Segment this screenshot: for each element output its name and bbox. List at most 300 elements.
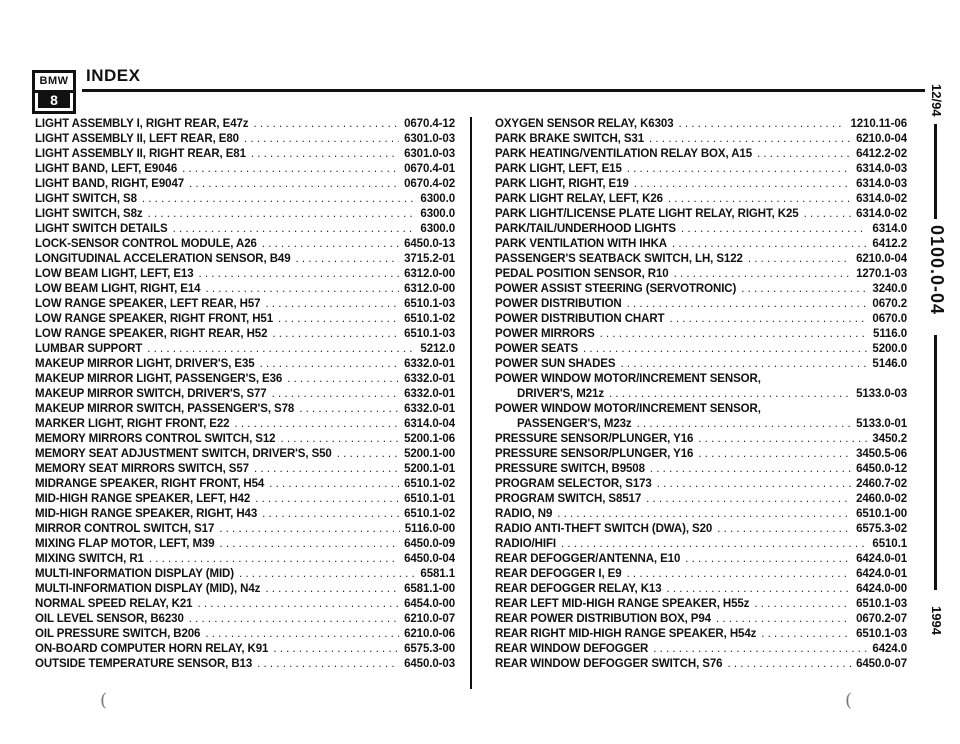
index-entry — [495, 477, 907, 492]
index-entry — [495, 147, 907, 162]
dot-leader — [287, 372, 399, 387]
index-column-left — [35, 117, 455, 672]
index-entry-page-code: 6332.0-01 — [404, 358, 455, 370]
index-entry-label: POWER MIRRORS — [495, 328, 595, 340]
dot-leader — [173, 222, 416, 237]
index-entry-label: MIDRANGE SPEAKER, RIGHT FRONT, H54 — [35, 478, 265, 490]
index-entry-page-code: 6412.2 — [872, 238, 907, 250]
dot-leader — [254, 462, 399, 477]
index-entry-page-code: 6510.1-03 — [856, 598, 907, 610]
index-entry — [495, 612, 907, 627]
index-entry-page-code: 6510.1-02 — [404, 478, 455, 490]
index-entry-page-code: 0670.2-07 — [856, 613, 907, 625]
index-column-right — [495, 117, 907, 672]
index-entry-page-code: 6510.1-00 — [856, 508, 907, 520]
dot-leader — [667, 582, 852, 597]
index-entry-page-code: 3450.2 — [872, 433, 907, 445]
index-entry-page-code: 6581.1 — [420, 568, 455, 580]
index-entry-label: LIGHT SWITCH, S8z — [35, 208, 143, 220]
index-entry-page-code: 5200.1-01 — [404, 463, 455, 475]
dot-leader — [272, 327, 399, 342]
index-entry — [35, 627, 455, 642]
index-entry — [495, 162, 907, 177]
side-date: 12/94 — [929, 84, 944, 117]
index-entry-page-code: 5133.0-01 — [856, 418, 907, 430]
index-entry-page-code: 6332.0-01 — [404, 373, 455, 385]
index-entry — [495, 432, 907, 447]
index-entry-page-code: 5116.0-00 — [404, 523, 455, 535]
dot-leader — [685, 552, 851, 567]
dot-leader — [234, 417, 399, 432]
dot-leader — [637, 417, 852, 432]
side-rule-top — [934, 124, 937, 219]
index-entry-label: REAR DEFOGGER/ANTENNA, E10 — [495, 553, 681, 565]
index-entry — [35, 327, 455, 342]
index-entry — [495, 342, 907, 357]
index-entry-label: MID-HIGH RANGE SPEAKER, LEFT, H42 — [35, 493, 251, 505]
index-entry-label: RADIO/HIFI — [495, 538, 556, 550]
dot-leader — [674, 267, 852, 282]
index-entry-label: PARK LIGHT, RIGHT, E19 — [495, 178, 629, 190]
index-entry — [35, 207, 455, 222]
index-entry — [35, 522, 455, 537]
dot-leader — [239, 567, 415, 582]
index-entry — [495, 357, 907, 372]
index-entry — [495, 117, 907, 132]
index-entry-label: POWER SUN SHADES — [495, 358, 616, 370]
index-entry-page-code: 0670.4-01 — [404, 163, 455, 175]
index-entry-page-code: 6510.1-02 — [404, 508, 455, 520]
index-entry-page-code: 2460.7-02 — [856, 478, 907, 490]
dot-leader — [627, 162, 851, 177]
dot-leader — [262, 237, 399, 252]
index-entry-label: LOCK-SENSOR CONTROL MODULE, A26 — [35, 238, 257, 250]
index-entry-label: PASSENGER'S SEATBACK SWITCH, LH, S122 — [495, 253, 743, 265]
dot-leader — [561, 537, 867, 552]
index-entry-label: REAR POWER DISTRIBUTION BOX, P94 — [495, 613, 711, 625]
dot-leader — [698, 432, 867, 447]
index-entry-label: MARKER LIGHT, RIGHT FRONT, E22 — [35, 418, 230, 430]
index-entry-label: PARK VENTILATION WITH IHKA — [495, 238, 668, 250]
index-entry — [495, 237, 907, 252]
dot-leader — [265, 297, 399, 312]
index-entry-label: OUTSIDE TEMPERATURE SENSOR, B13 — [35, 658, 253, 670]
index-entry-page-code: 5200.0 — [872, 343, 907, 355]
index-entry-page-code: 6575.3-00 — [404, 643, 455, 655]
dot-leader — [205, 282, 399, 297]
dot-leader — [197, 597, 399, 612]
dot-leader — [257, 657, 399, 672]
index-entry-page-code: 6510.1 — [872, 538, 907, 550]
index-entry-page-code: 6301.0-03 — [404, 148, 455, 160]
dot-leader — [273, 642, 399, 657]
index-entry-label: MAKEUP MIRROR LIGHT, DRIVER'S, E35 — [35, 358, 255, 370]
dot-leader — [147, 342, 415, 357]
scan-artifact: ( — [845, 690, 853, 711]
index-entry-page-code: 3240.0 — [872, 283, 907, 295]
dot-leader — [649, 132, 851, 147]
index-entry-page-code: 6510.1-03 — [404, 298, 455, 310]
index-entry — [495, 192, 907, 207]
index-entry — [495, 132, 907, 147]
index-entry — [35, 597, 455, 612]
index-entry-label: POWER ASSIST STEERING (SERVOTRONIC) — [495, 283, 737, 295]
dot-leader — [717, 522, 851, 537]
index-entry-label: MIRROR CONTROL SWITCH, S17 — [35, 523, 215, 535]
index-entry-label: NORMAL SPEED RELAY, K21 — [35, 598, 193, 610]
index-entry — [495, 522, 907, 537]
dot-leader — [182, 162, 399, 177]
dot-leader — [600, 327, 868, 342]
index-entry-page-code: 6424.0-01 — [856, 553, 907, 565]
dot-leader — [255, 492, 399, 507]
index-entry — [495, 642, 907, 657]
dot-leader — [269, 477, 399, 492]
index-entry-page-code: 6581.1-00 — [404, 583, 455, 595]
index-entry-label: LUMBAR SUPPORT — [35, 343, 143, 355]
index-entry — [495, 627, 907, 642]
index-entry-label: OIL LEVEL SENSOR, B6230 — [35, 613, 184, 625]
index-entry-page-code: 5212.0 — [420, 343, 455, 355]
logo-brand-text: BMW — [35, 73, 73, 93]
dot-leader — [299, 402, 399, 417]
index-entry — [495, 657, 907, 672]
index-entry-label: OXYGEN SENSOR RELAY, K6303 — [495, 118, 674, 130]
index-entry-label: PASSENGER'S, M23z — [517, 418, 632, 430]
index-entry — [35, 147, 455, 162]
index-entry-label: MEMORY SEAT ADJUSTMENT SWITCH, DRIVER'S, S50 — [35, 448, 332, 460]
index-entry-label: RADIO ANTI-THEFT SWITCH (DWA), S20 — [495, 523, 713, 535]
index-entry — [35, 402, 455, 417]
index-entry-label: MAKEUP MIRROR LIGHT, PASSENGER'S, E36 — [35, 373, 283, 385]
index-entry — [35, 432, 455, 447]
index-entry — [495, 597, 907, 612]
index-entry-label: LIGHT BAND, RIGHT, E9047 — [35, 178, 185, 190]
index-entry-page-code: 6312.0-00 — [404, 268, 455, 280]
index-entry-page-code: 2460.0-02 — [856, 493, 907, 505]
dot-leader — [716, 612, 851, 627]
index-entry-page-code: 6301.0-03 — [404, 133, 455, 145]
index-entry — [495, 582, 907, 597]
index-entry-page-code: 6510.1-03 — [856, 628, 907, 640]
page-title: INDEX — [86, 66, 141, 85]
index-entry-page-code: 6300.0 — [420, 223, 455, 235]
index-entry — [35, 612, 455, 627]
index-entry — [35, 552, 455, 567]
index-entry-page-code: 6450.0-13 — [404, 238, 455, 250]
column-divider — [470, 117, 472, 689]
index-entry — [35, 657, 455, 672]
index-entry-page-code: 6424.0-01 — [856, 568, 907, 580]
index-entry — [495, 267, 907, 282]
index-entry — [495, 537, 907, 552]
index-entry-page-code: 6210.0-04 — [856, 253, 907, 265]
side-rule-bottom — [934, 335, 937, 590]
index-entry-label: MID-HIGH RANGE SPEAKER, RIGHT, H43 — [35, 508, 258, 520]
index-entry-label: REAR WINDOW DEFOGGER SWITCH, S76 — [495, 658, 723, 670]
index-entry-page-code: 0670.0 — [872, 313, 907, 325]
index-entry-label: DRIVER'S, M21z — [517, 388, 604, 400]
index-entry — [35, 477, 455, 492]
index-entry-page-code: 6424.0 — [872, 643, 907, 655]
dot-leader — [609, 387, 851, 402]
index-entry-page-code: 0670.2 — [872, 298, 907, 310]
index-entry-label: PRESSURE SENSOR/PLUNGER, Y16 — [495, 448, 694, 460]
dot-leader — [219, 522, 399, 537]
dot-leader — [698, 447, 851, 462]
index-entry-label: LOW BEAM LIGHT, LEFT, E13 — [35, 268, 194, 280]
index-entry — [35, 132, 455, 147]
index-entry-page-code: 6210.0-07 — [404, 613, 455, 625]
index-entry — [495, 402, 907, 417]
dot-leader — [244, 132, 399, 147]
index-entry-label: LIGHT ASSEMBLY II, LEFT REAR, E80 — [35, 133, 239, 145]
index-entry-label: MAKEUP MIRROR SWITCH, PASSENGER'S, S78 — [35, 403, 295, 415]
dot-leader — [650, 462, 851, 477]
index-entry — [35, 162, 455, 177]
dot-leader — [265, 582, 399, 597]
index-entry-page-code: 6300.0 — [420, 193, 455, 205]
index-entry — [495, 567, 907, 582]
side-year: 1994 — [929, 606, 944, 635]
index-entry-label: POWER WINDOW MOTOR/INCREMENT SENSOR, — [495, 373, 761, 385]
dot-leader — [754, 597, 851, 612]
index-entry-label: PARK LIGHT RELAY, LEFT, K26 — [495, 193, 663, 205]
index-entry — [495, 507, 907, 522]
index-entry-page-code: 6312.0-00 — [404, 283, 455, 295]
dot-leader — [583, 342, 867, 357]
index-entry-page-code: 6314.0-04 — [404, 418, 455, 430]
index-entry-label: ON-BOARD COMPUTER HORN RELAY, K91 — [35, 643, 269, 655]
index-entry — [35, 372, 455, 387]
index-entry-page-code: 5200.1-06 — [404, 433, 455, 445]
index-entry-page-code: 6314.0-02 — [856, 193, 907, 205]
index-entry-label: MULTI-INFORMATION DISPLAY (MID) — [35, 568, 234, 580]
index-entry — [495, 417, 907, 432]
index-entry-page-code: 6314.0-03 — [856, 163, 907, 175]
index-entry — [35, 237, 455, 252]
scan-artifact: ( — [100, 690, 108, 711]
index-entry-page-code: 6510.1-01 — [404, 493, 455, 505]
index-entry-label: LONGITUDINAL ACCELERATION SENSOR, B49 — [35, 253, 291, 265]
index-entry — [495, 492, 907, 507]
index-entry-page-code: 6300.0 — [420, 208, 455, 220]
dot-leader — [280, 432, 399, 447]
index-entry-page-code: 1270.1-03 — [856, 268, 907, 280]
index-entry-page-code: 6450.0-04 — [404, 553, 455, 565]
index-entry-page-code: 5200.1-00 — [404, 448, 455, 460]
index-entry-label: POWER DISTRIBUTION — [495, 298, 622, 310]
index-entry-label: LOW RANGE SPEAKER, LEFT REAR, H57 — [35, 298, 261, 310]
index-entry — [35, 507, 455, 522]
index-entry-label: POWER SEATS — [495, 343, 579, 355]
index-entry — [35, 462, 455, 477]
index-entry-label: PARK HEATING/VENTILATION RELAY BOX, A15 — [495, 148, 753, 160]
dot-leader — [220, 537, 400, 552]
dot-leader — [672, 237, 867, 252]
dot-leader — [627, 567, 852, 582]
index-entry-label: PRESSURE SENSOR/PLUNGER, Y16 — [495, 433, 694, 445]
index-entry — [35, 387, 455, 402]
index-entry — [495, 387, 907, 402]
dot-leader — [251, 147, 399, 162]
index-entry — [35, 267, 455, 282]
dot-leader — [668, 192, 851, 207]
index-entry — [495, 252, 907, 267]
index-entry-label: MIXING FLAP MOTOR, LEFT, M39 — [35, 538, 215, 550]
logo-series-number: 8 — [38, 93, 70, 108]
index-entry-page-code: 6450.0-09 — [404, 538, 455, 550]
index-entry — [35, 117, 455, 132]
side-page-code: 0100.0-04 — [927, 225, 947, 316]
index-entry-label: POWER WINDOW MOTOR/INCREMENT SENSOR, — [495, 403, 761, 415]
index-entry-page-code: 5133.0-03 — [856, 388, 907, 400]
index-entry-page-code: 0670.4-02 — [404, 178, 455, 190]
index-entry — [495, 207, 907, 222]
index-entry-page-code: 6424.0-00 — [856, 583, 907, 595]
index-entry — [495, 177, 907, 192]
index-entry — [35, 297, 455, 312]
index-entry-page-code: 6210.0-04 — [856, 133, 907, 145]
index-entry-label: LIGHT BAND, LEFT, E9046 — [35, 163, 178, 175]
dot-leader — [296, 252, 400, 267]
index-entry-label: MIXING SWITCH, R1 — [35, 553, 144, 565]
index-entry-label: MEMORY SEAT MIRRORS SWITCH, S57 — [35, 463, 249, 475]
dot-leader — [142, 192, 416, 207]
index-entry-page-code: 6314.0-03 — [856, 178, 907, 190]
index-entry-label: LIGHT ASSEMBLY II, RIGHT REAR, E81 — [35, 148, 246, 160]
index-entry — [35, 357, 455, 372]
index-entry-page-code: 6210.0-06 — [404, 628, 455, 640]
index-entry — [495, 447, 907, 462]
dot-leader — [748, 252, 851, 267]
index-entry — [35, 537, 455, 552]
header-divider — [82, 89, 925, 92]
index-entry-page-code: 6314.0-02 — [856, 208, 907, 220]
index-entry — [35, 177, 455, 192]
index-entry — [35, 192, 455, 207]
dot-leader — [262, 507, 399, 522]
dot-leader — [646, 492, 851, 507]
index-entry-label: PARK/TAIL/UNDERHOOD LIGHTS — [495, 223, 676, 235]
index-entry-label: LOW RANGE SPEAKER, RIGHT REAR, H52 — [35, 328, 268, 340]
index-entry — [35, 417, 455, 432]
index-entry-page-code: 6510.1-03 — [404, 328, 455, 340]
dot-leader — [669, 312, 867, 327]
index-entry — [35, 222, 455, 237]
index-entry-page-code: 6450.0-12 — [856, 463, 907, 475]
index-entry-label: PRESSURE SWITCH, B9508 — [495, 463, 645, 475]
index-entry-page-code: 5116.0 — [873, 328, 907, 340]
index-entry-label: LIGHT SWITCH DETAILS — [35, 223, 168, 235]
index-entry-page-code: 6332.0-01 — [404, 388, 455, 400]
index-entry-label: OIL PRESSURE SWITCH, B206 — [35, 628, 201, 640]
index-entry — [35, 282, 455, 297]
index-entry-page-code: 6510.1-02 — [404, 313, 455, 325]
index-entry — [35, 252, 455, 267]
index-entry — [495, 297, 907, 312]
index-entry-label: POWER DISTRIBUTION CHART — [495, 313, 665, 325]
index-entry — [35, 312, 455, 327]
index-entry-label: MAKEUP MIRROR SWITCH, DRIVER'S, S77 — [35, 388, 267, 400]
index-entry-label: MULTI-INFORMATION DISPLAY (MID), N4z — [35, 583, 261, 595]
index-entry — [35, 582, 455, 597]
dot-leader — [634, 177, 851, 192]
dot-leader — [253, 117, 399, 132]
dot-leader — [189, 177, 399, 192]
index-entry-label: MEMORY MIRRORS CONTROL SWITCH, S12 — [35, 433, 276, 445]
dot-leader — [627, 297, 868, 312]
index-entry-label: PARK LIGHT/LICENSE PLATE LIGHT RELAY, RIGHT, K25 — [495, 208, 799, 220]
dot-leader — [620, 357, 867, 372]
index-entry-page-code: 6454.0-00 — [404, 598, 455, 610]
dot-leader — [148, 207, 416, 222]
index-entry — [35, 567, 455, 582]
index-entry-label: REAR DEFOGGER I, E9 — [495, 568, 622, 580]
index-entry — [495, 462, 907, 477]
dot-leader — [657, 477, 851, 492]
dot-leader — [757, 147, 851, 162]
dot-leader — [653, 642, 867, 657]
dot-leader — [681, 222, 867, 237]
dot-leader — [149, 552, 399, 567]
index-entry-page-code: 3450.5-06 — [856, 448, 907, 460]
index-entry-label: REAR LEFT MID-HIGH RANGE SPEAKER, H55z — [495, 598, 750, 610]
index-entry — [495, 372, 907, 387]
index-entry — [35, 492, 455, 507]
index-entry-label: PARK LIGHT, LEFT, E15 — [495, 163, 622, 175]
dot-leader — [199, 267, 400, 282]
index-entry-label: LOW BEAM LIGHT, RIGHT, E14 — [35, 283, 201, 295]
index-entry — [35, 447, 455, 462]
index-entry-label: LOW RANGE SPEAKER, RIGHT FRONT, H51 — [35, 313, 274, 325]
dot-leader — [679, 117, 846, 132]
index-entry-page-code: 6450.0-07 — [856, 658, 907, 670]
index-entry-page-code: 3715.2-01 — [404, 253, 455, 265]
index-entry — [35, 642, 455, 657]
index-entry-page-code: 6314.0 — [872, 223, 907, 235]
dot-leader — [189, 612, 399, 627]
index-entry-label: REAR WINDOW DEFOGGER — [495, 643, 649, 655]
index-entry-label: RADIO, N9 — [495, 508, 553, 520]
index-entry-page-code: 5146.0 — [872, 358, 907, 370]
index-entry-label: PROGRAM SELECTOR, S173 — [495, 478, 652, 490]
side-margin — [914, 0, 960, 744]
index-entry — [495, 222, 907, 237]
index-entry-label: PEDAL POSITION SENSOR, R10 — [495, 268, 669, 280]
index-entry-label: LIGHT SWITCH, S8 — [35, 193, 137, 205]
index-entry-label: LIGHT ASSEMBLY I, RIGHT REAR, E47z — [35, 118, 249, 130]
index-entry — [35, 342, 455, 357]
dot-leader — [804, 207, 851, 222]
index-entry-page-code: 1210.11-06 — [850, 118, 907, 130]
dot-leader — [557, 507, 851, 522]
dot-leader — [260, 357, 400, 372]
dot-leader — [278, 312, 399, 327]
index-entry — [495, 312, 907, 327]
index-entry-label: REAR RIGHT MID-HIGH RANGE SPEAKER, H54z — [495, 628, 757, 640]
index-entry-page-code: 6575.3-02 — [856, 523, 907, 535]
index-entry-label: REAR DEFOGGER RELAY, K13 — [495, 583, 662, 595]
index-entry-page-code: 6450.0-03 — [404, 658, 455, 670]
index-entry — [495, 282, 907, 297]
index-entry-label: PROGRAM SWITCH, S8517 — [495, 493, 642, 505]
dot-leader — [337, 447, 399, 462]
index-entry-label: PARK BRAKE SWITCH, S31 — [495, 133, 645, 145]
index-entry-page-code: 0670.4-12 — [404, 118, 455, 130]
index-entry-page-code: 6332.0-01 — [404, 403, 455, 415]
index-entry — [495, 327, 907, 342]
